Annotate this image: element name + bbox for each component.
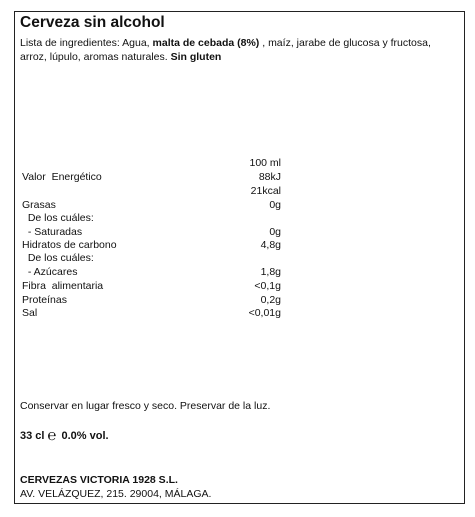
nutrition-value-energy-kcal: 21kcal: [250, 185, 281, 197]
nutrition-per-serving: 100 ml: [249, 157, 281, 169]
nutrition-value-protein: 0,2g: [260, 294, 281, 306]
nutrition-label-protein: Proteínas: [22, 294, 67, 306]
nutrition-value-carbohydrates: 4,8g: [260, 239, 281, 251]
nutrition-label-fat-of-which: De los cuáles:: [22, 212, 94, 224]
nutrition-label-saturated: - Saturadas: [22, 226, 83, 238]
nutrition-value-sugars: 1,8g: [260, 266, 281, 278]
product-name: Cerveza sin alcohol: [20, 14, 165, 31]
nutrition-value-energy-kj: 88kJ: [258, 171, 281, 183]
nutrition-label-salt: Sal: [22, 307, 38, 319]
volume-line: [20, 427, 109, 444]
ingredients-prefix: Lista de ingredientes: Agua,: [20, 37, 153, 49]
nutrition-label-carbs-of-which: De los cuáles:: [22, 252, 94, 264]
nutrition-value-saturated: 0g: [269, 226, 281, 238]
nutrition-label-carbohydrates: Hidratos de carbono: [22, 239, 117, 251]
nutrition-value-fat: 0g: [269, 199, 281, 211]
ingredients-middle: , maíz, jarabe de glucosa y fructosa, arroz, lúpulo, aromas naturales.: [20, 37, 431, 63]
gluten-free-note: Sin gluten: [170, 51, 222, 63]
company-name: CERVEZAS VICTORIA 1928 S.L.: [20, 474, 178, 486]
nutrition-label-fibre: Fibra alimentaria: [22, 280, 104, 292]
ingredient-malt: malta de cebada (8%): [152, 37, 260, 49]
storage-instructions: Conservar en lugar fresco y seco. Preservar de la luz.: [20, 400, 271, 412]
volume-amount: 33 cl: [20, 430, 45, 442]
nutrition-value-fibre: <0,1g: [254, 280, 281, 292]
company-address: AV. VELÁZQUEZ, 215. 29004, MÁLAGA.: [20, 488, 212, 500]
nutrition-label-fat: Grasas: [22, 199, 56, 211]
alcohol-by-volume: 0.0% vol.: [61, 430, 109, 442]
nutrition-label-sugars: - Azúcares: [22, 266, 78, 278]
ingredients-list: [20, 36, 450, 64]
nutrition-label-energy: Valor Energético: [22, 171, 102, 183]
nutrition-value-salt: <0,01g: [248, 307, 281, 319]
estimated-sign-icon: ℮: [47, 427, 57, 444]
